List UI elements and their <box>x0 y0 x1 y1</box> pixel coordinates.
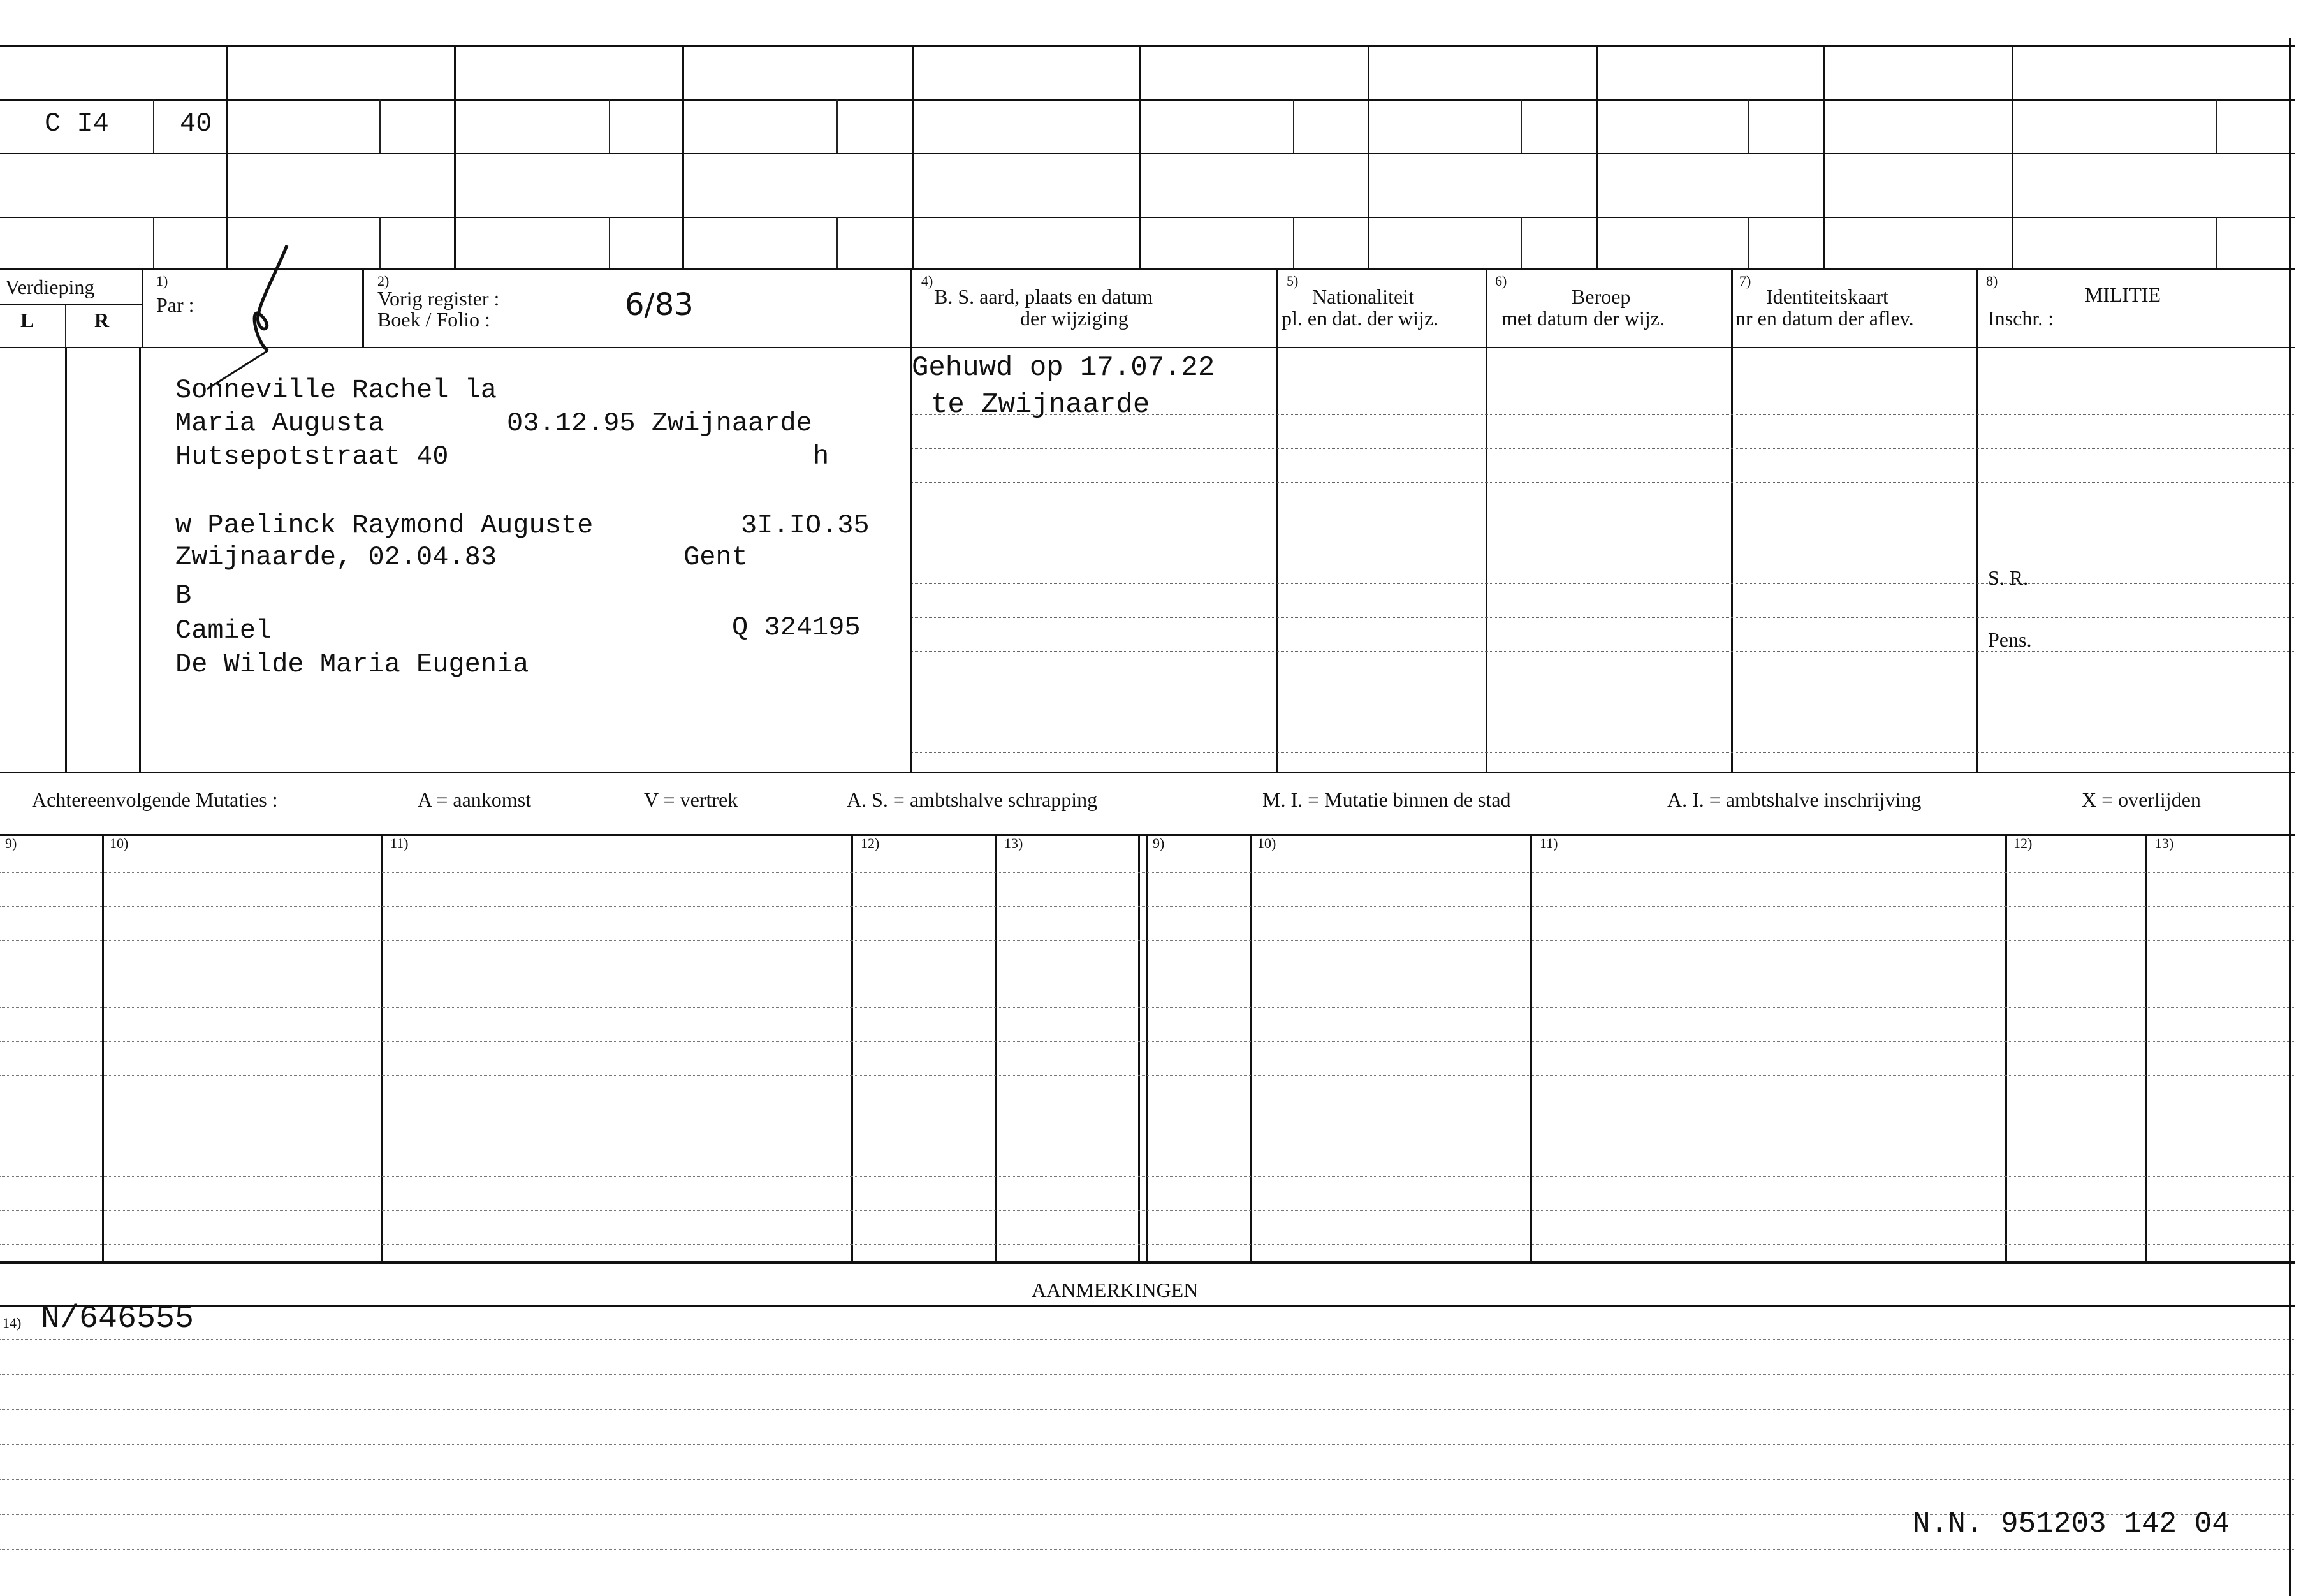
aanmerkingen-lines <box>0 1301 2295 1596</box>
footnote-2: 2) <box>377 273 390 289</box>
footnote-8: 8) <box>1986 273 1998 289</box>
bs-header-line1: B. S. aard, plaats en datum <box>934 285 1153 308</box>
legend-overlijden: X = overlijden <box>2082 788 2201 811</box>
col-13-left: 13) <box>1004 835 1023 851</box>
legend-schrapping: A. S. = ambtshalve schrapping <box>847 788 1098 811</box>
vorig-register-value: 6/83 <box>625 287 694 323</box>
person-name: Sonneville Rachel la <box>175 375 497 406</box>
footnote-5: 5) <box>1287 273 1299 289</box>
footnote-6: 6) <box>1495 273 1507 289</box>
pens-label: Pens. <box>1988 628 2032 651</box>
legend-vertrek: V = vertrek <box>644 788 738 811</box>
bs-header-line2: der wijziging <box>1020 307 1128 330</box>
letter-b: B <box>175 580 192 611</box>
father-name: Camiel <box>175 615 272 646</box>
spouse-name: w Paelinck Raymond Auguste <box>175 510 594 541</box>
spouse-place: Zwijnaarde, 02.04.83 <box>175 542 497 573</box>
col-9-left: 9) <box>5 835 17 851</box>
col-11-right: 11) <box>1540 835 1558 851</box>
col-10-left: 10) <box>110 835 129 851</box>
person-given-names: Maria Augusta <box>175 408 384 439</box>
top-grid <box>0 38 2295 268</box>
person-birth: 03.12.95 Zwijnaarde <box>507 408 812 439</box>
col-9-right: 9) <box>1153 835 1165 851</box>
vorig-register-label: Vorig register : <box>377 287 500 310</box>
inschr-label: Inschr. : <box>1988 307 2054 330</box>
national-number: N.N. 951203 142 04 <box>1913 1507 2230 1541</box>
bs-entry-line2: te Zwijnaarde <box>931 389 1150 421</box>
aanmerkingen-value: N/646555 <box>41 1301 194 1337</box>
col-r-label: R <box>94 309 110 332</box>
nationaliteit-header-line1: Nationaliteit <box>1312 285 1414 308</box>
bs-entry-line1: Gehuwd op 17.07.22 <box>912 352 1215 384</box>
beroep-header-line2: met datum der wijz. <box>1501 307 1665 330</box>
footnote-7: 7) <box>1739 273 1751 289</box>
mutaties-legend <box>0 772 2295 835</box>
identiteitskaart-header-line1: Identiteitskaart <box>1766 285 1888 308</box>
col-10-right: 10) <box>1257 835 1276 851</box>
spouse-date: 3I.IO.35 <box>741 510 870 541</box>
footnote-4: 4) <box>921 273 933 289</box>
aanmerkingen-title: AANMERKINGEN <box>1032 1278 1199 1301</box>
legend-inschrijving: A. I. = ambtshalve inschrijving <box>1667 788 1922 811</box>
col-l-label: L <box>20 309 34 332</box>
identiteitskaart-header-line2: nr en datum der aflev. <box>1735 307 1914 330</box>
col-12-right: 12) <box>2013 835 2033 851</box>
person-address: Hutsepotstraat 40 <box>175 441 449 472</box>
footnote-1: 1) <box>156 273 168 289</box>
right-edge <box>2289 38 2291 1596</box>
boek-folio-label: Boek / Folio : <box>377 308 490 331</box>
col-11-left: 11) <box>390 835 409 851</box>
legend-mutatie: M. I. = Mutatie binnen de stad <box>1262 788 1511 811</box>
beroep-header-line1: Beroep <box>1572 285 1631 308</box>
mother-name: De Wilde Maria Eugenia <box>175 649 529 680</box>
person-mark-h: h <box>813 441 829 472</box>
col-13-right: 13) <box>2155 835 2174 851</box>
spouse-place-2: Gent <box>683 542 748 573</box>
nationaliteit-header-line2: pl. en dat. der wijz. <box>1282 307 1439 330</box>
sr-label: S. R. <box>1988 566 2029 589</box>
cell-number: 40 <box>180 108 212 139</box>
mutaties-title: Achtereenvolgende Mutaties : <box>32 788 278 811</box>
id-code: Q 324195 <box>732 612 861 643</box>
cell-code: C I4 <box>45 108 109 139</box>
verdieping-label: Verdieping <box>5 275 95 298</box>
col-12-left: 12) <box>861 835 880 851</box>
legend-aankomst: A = aankomst <box>418 788 532 811</box>
par-label: Par : <box>156 293 194 316</box>
mutaties-table <box>0 834 2295 1261</box>
militie-header: MILITIE <box>2085 283 2161 306</box>
footnote-14: 14) <box>3 1315 22 1331</box>
